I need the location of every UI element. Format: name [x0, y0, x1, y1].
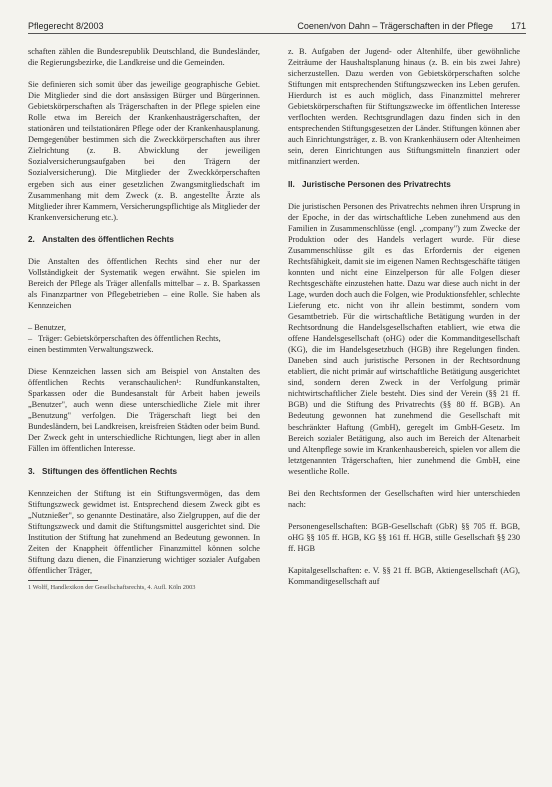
article-title: Coenen/von Dahn – Trägerschaften in der Pflege	[297, 21, 493, 31]
footnote-divider	[28, 580, 98, 581]
paragraph: Die juristischen Personen des Privatrechts nehmen ihren Ursprung in der Epoche, in der das wirtschaftliche Leben zunehmend aus den Familien in Zusammenschlüsse (engl. „company") zum Zwecke der Produktion oder des Handels verlagert wurde. Für diese Zusammenschlüsse gilt es das Erfordernis der eigenen Rechtsfähigkeit, damit sie im eigenen Namen Rechtsgeschäfte tätigen konnten und nicht eine Einzelperson für alle Folgen dieser Rechtsgeschäfte einzustehen hatte. Dazu war diese auch nicht in der Lage, wurden doch auch die Folgen, wie Produktionsfehler, schlechte Lieferung etc. nicht von ihr allein bestimmt, sondern vom Gesamtbetrieb. Für die wirtschaftliche Betätigung wurden in der Rechtsordnung die Handelsgesellschaften etabliert, wie etwa die offene Handelsgesellschaft (oHG) oder die Kommanditgesellschaft (KG), die im Handelsgesetzbuch (HGB) ihre Regelungen finden. Daneben sind auch juristische Personen in der Rechtsordnung etabliert, die nicht primär auf wirtschaftliche Betätigung ausgerichtet sind, sondern deren Zweck in der Verfolgung primär nichtwirtschaftlicher Ziele besteht. Dies sind der Verein (§§ 21 ff. BGB) und die Stiftung des Privatrechts (§§ 80 ff. BGB). An Bedeutung gewonnen hat zunehmend die Gesellschaft mit beschränkter Haftung (GmbH), geregelt im GmbH-Gesetz. Im Bereich sozialer Betätigung, also auch im Bereich der Altenarbeit und Altenpflege sowie im Krankenhausbereich, spielen vor allem die letztgenannten Trägerschaften, hier zunehmend die GmbH, eine wesentliche Rolle.	[288, 201, 520, 476]
running-header	[28, 20, 526, 34]
feature-list	[28, 322, 260, 355]
paragraph: Die Anstalten des öffentlichen Rechts sind eher nur der Vollständigkeit der Systematik wegen erwähnt. Sie spielen im Bereich der Pflege als Träger allenfalls mittelbar – z. B. Sparkassen als Finanzpartner von Pflegebetrieben – eine Rolle. Sie haben als Kennzeichen	[28, 256, 260, 310]
page-number: 171	[510, 21, 526, 31]
list-item: einen bestimmten Verwaltungszweck.	[28, 345, 154, 355]
list-item: – Träger: Gebietskörperschaften des öffentlichen Rechts,	[28, 334, 221, 344]
section-title: Anstalten des öffentlichen Rechts	[42, 234, 174, 244]
list-item: – Benutzer,	[28, 322, 66, 332]
section-heading	[288, 179, 520, 190]
left-column	[28, 46, 260, 592]
section-title: Stiftungen des öffentlichen Rechts	[42, 466, 178, 476]
paragraph: Sie definieren sich somit über das jeweilige geographische Gebiet. Die Mitglieder sind die dort ansässigen Bürger und Bürgerinnen. Gebietskörperschaften als Trägerschaften in der Pflege spielen eine Rolle etwa im Bereich der Krankenhausträgerschaften, der stationären und teilstationären Pflege oder der Krankenhausplanung. Demgegenüber bestimmen sich die Zweckkörperschaften aus ihrer Zielrichtung (z. B. Abwicklung der jeweiligen Sozialversicherungsaufgaben bei den Trägern der Sozialversicherung). Die Mitglieder der Zweckkörperschaften ergeben sich aus einer gesetzlichen Zwangsmitgliedschaft im Zusammenhang mit dem Zweck (z. B. angestellte Ärzte als Mitglieder ihrer Kammern, Versicherungspflichtige als Mitglieder der Krankenversicherung etc.).	[28, 80, 260, 222]
section-number: 2.	[28, 234, 35, 244]
section-number: II.	[288, 179, 295, 189]
section-heading	[28, 466, 260, 477]
paragraph: Kennzeichen der Stiftung ist ein Stiftungsvermögen, das dem Stiftungszweck gewidmet ist. Entsprechend diesem Zweck gibt es „Nutznießer", so genannte Destinatäre, also Zielgruppen, auf die der Stiftungszweck und damit die Stiftungsmittel ausgerichtet sind. Die Institution der Stiftung hat zunehmend an Bedeutung gewonnen. In Zeiten der Knappheit öffentlicher Finanzmittel können solche Stiftung dazu dienen, die Finanzierung wichtiger sozialer Aufgaben öffentlicher Träger,	[28, 488, 260, 575]
paragraph: z. B. Aufgaben der Jugend- oder Altenhilfe, über gewöhnliche Zeiträume der Haushaltsplanung hinaus (z. B. ein bis zwei Jahre) sicherzustellen. Dazu werden von Gebietskörperschaften solche Stiftungen mit entsprechenden Stiftungszwecken ins Leben gerufen. Hierdurch ist es auch möglich, dass Finanzmittel mehrerer Gebietskörperschaften für Stiftungszwecke im öffentlichen Interesse verflochten werden. Rechtsgrundlagen dazu finden sich in den entsprechenden Stiftungsgesetzen der Länder. Stiftungen können aber auch Einrichtungsträger, z. B. von Krankenhäusern oder Altenheimen sein, deren Einrichtungen aus Stiftungsmitteln finanziert oder mitfinanziert werden.	[288, 47, 520, 167]
right-column	[288, 46, 520, 587]
section-number: 3.	[28, 466, 35, 476]
section-heading	[28, 234, 260, 245]
footnote: 1 Wolff, Handlexikon der Gesellschaftsrechts, 4. Aufl. Köln 2003	[28, 583, 196, 591]
paragraph: Personengesellschaften: BGB-Gesellschaft (GbR) §§ 705 ff. BGB, oHG §§ 105 ff. HGB, KG §§ 161 ff. HGB, stille Gesellschaft §§ 230 ff. HGB	[288, 521, 520, 553]
journal-name: Pflegerecht 8/2003	[28, 21, 104, 31]
paragraph: Diese Kennzeichen lassen sich am Beispiel von Anstalten des öffentlichen Rechts veranschaulichen¹: Rundfunkanstalten, Sparkassen oder die Bundesanstalt für Arbeit haben jeweils „Benutzer", auch wenn diese unterschiedliche Ziele mit ihrer „Benutzung" verfolgen. Die Trägerschaft liegt bei den Bundesländern, bei Landkreisen, kreisfreien Städten oder beim Bund. Der Zweck geht in unterschiedliche Richtungen, liegt aber in allen Fällen im öffentlichen Interesse.	[28, 367, 260, 454]
section-title: Juristische Personen des Privatrechts	[302, 179, 451, 189]
paragraph: schaften zählen die Bundesrepublik Deutschland, die Bundesländer, die Regierungsbezirke, die Landkreise und die Gemeinden.	[28, 47, 260, 68]
paragraph: Kapitalgesellschaften: e. V. §§ 21 ff. BGB, Aktiengesellschaft (AG), Kommanditgesellschaft auf	[288, 565, 520, 587]
paragraph: Bei den Rechtsformen der Gesellschaften wird hier unterschieden nach:	[288, 488, 520, 509]
list-item-text: Träger: Gebietskörperschaften des öffentlichen Rechts,	[38, 334, 221, 344]
